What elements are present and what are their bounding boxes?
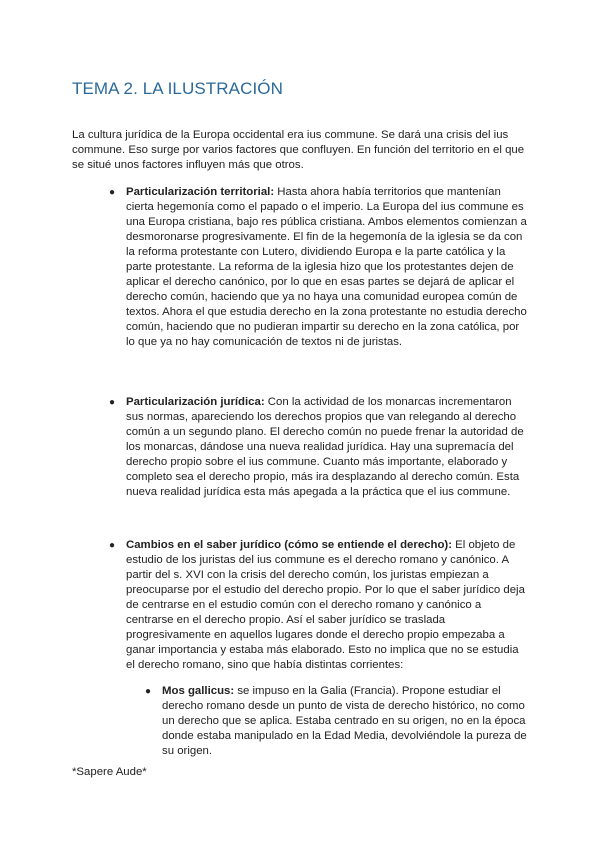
intro-paragraph: La cultura jurídica de la Europa occidental era ius commune. Se dará una crisis del ius commune. Eso surge por varios factores que confluyen. En función del territorio en el que se situé unos factores influyen más que otros. <box>72 129 525 171</box>
sub-item-mos-gallicus <box>145 684 530 759</box>
item-heading: Particularización territorial: <box>126 186 275 198</box>
bullet-icon: ● <box>145 686 152 697</box>
item-heading: Cambios en el saber jurídico (cómo se entiende el derecho): <box>126 539 452 551</box>
list-item-territorial <box>109 185 530 350</box>
item-text: El objeto de estudio de los juristas del ius commune es el derecho romano y canónico. A partir del s. XVI con la crisis del derecho común, los juristas empiezan a preocuparse por el estudio del derecho propio. Por lo que el saber jurídico deja de centrarse en el estudio común con el derecho romano y canónico a centrarse en el derecho propio. Así el saber jurídico se traslada progresivamente en aquellos lugares donde el derecho propio empezaba a ganar importancia y estaba más elaborado. Esto no implica que no se estudia el derecho romano, sino que había distintas corrientes: <box>126 539 525 671</box>
footer-note: *Sapere Aude* <box>72 766 147 778</box>
sub-item-text: se impuso en la Galia (Francia). Propone estudiar el derecho romano desde un punto de vista de derecho histórico, no como un derecho que se aplica. Estaba centrado en su origen, no en la época donde estaba manipulado en la Edad Media, devolviéndole la pureza de su origen. <box>162 685 527 757</box>
list-item-saber-juridico <box>109 538 530 673</box>
item-text: Hasta ahora había territorios que mantenían cierta hegemonía como el papado o el imperio. La Europa del ius commune es una Europa cristiana, bajo res pública cristiana. Ambos elementos comienzan a desmoronarse progresivamente. El fin de la hegemonía de la iglesia se da con la reforma protestante con Lutero, dividiendo Europa e la parte católica y la parte protestante. La reforma de la iglesia hizo que los protestantes dejen de aplicar el derecho canónico, por lo que en esas partes se dejará de aplicar el derecho común, haciendo que ya no haya una comunidad europea común de textos. Ahora el que estudia derecho en la zona protestante no estudia derecho común, haciendo que no pudieran impartir su derecho en la zona católica, por lo que ya no hay comunicación de textos ni de juristas. <box>126 186 527 348</box>
item-text: Con la actividad de los monarcas incrementaron sus normas, apareciendo los derechos propios que van relegando al derecho común a un segundo plano. El derecho común no puede frenar la autoridad de los monarcas, dándose una nueva realidad jurídica. Hay una supremacía del derecho propio sobre el ius commune. Cuanto más importante, elaborado y completo sea el derecho propio, más ira desplazando al derecho común. Esta nueva realidad jurídica esta más apegada a la práctica que el ius commune. <box>126 396 524 498</box>
list-item-juridica <box>109 395 530 500</box>
sub-item-heading: Mos gallicus: <box>162 685 235 697</box>
item-heading: Particularización jurídica: <box>126 396 265 408</box>
page-title: TEMA 2. LA ILUSTRACIÓN <box>72 79 283 98</box>
bullet-icon: ● <box>109 397 116 408</box>
bullet-icon: ● <box>109 187 116 198</box>
bullet-icon: ● <box>109 540 116 551</box>
